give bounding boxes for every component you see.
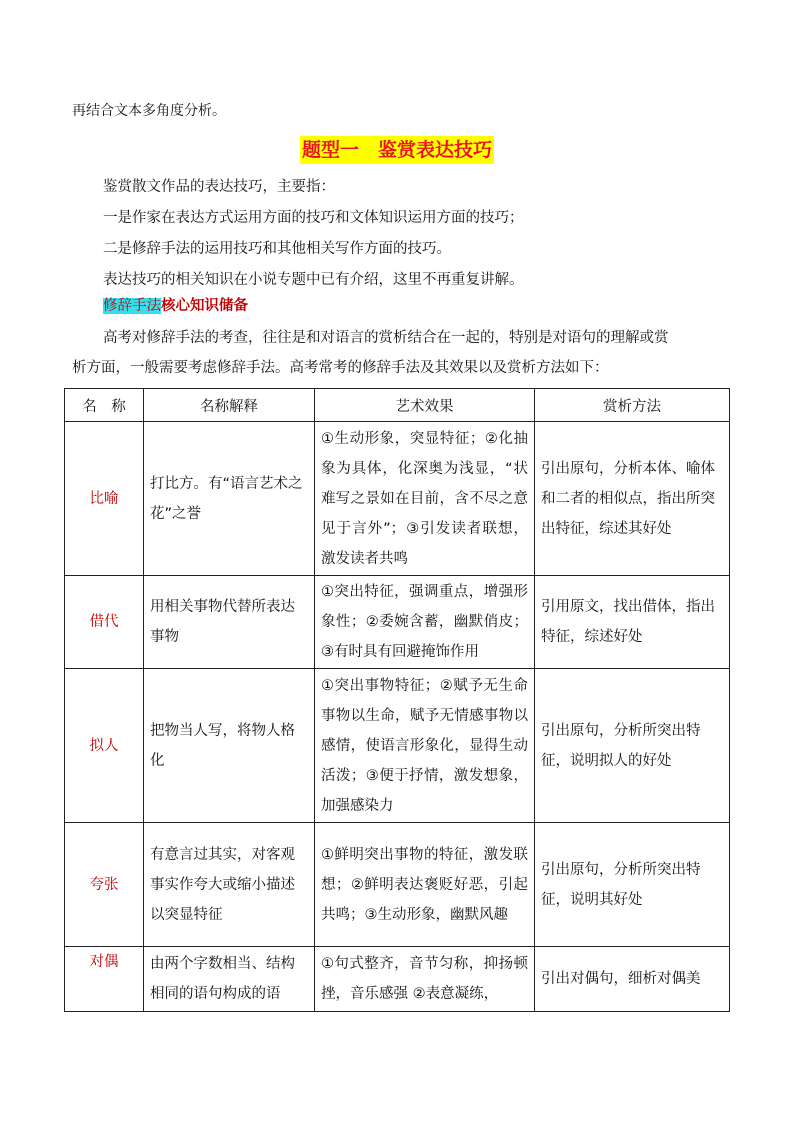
header-name: 名 称 xyxy=(65,389,144,422)
cell-method: 引出原句，分析所突出特征，说明拟人的好处 xyxy=(535,669,730,823)
cell-explanation: 把物当人写，将物人格化 xyxy=(144,669,315,823)
cell-method: 引出原句，分析本体、喻体和二者的相似点，指出所突出特征，综述其好处 xyxy=(535,422,730,576)
lead-text: 再结合文本多角度分析。 xyxy=(72,103,226,119)
table-row xyxy=(65,823,730,947)
section-heading: 题型一 鉴赏表达技巧 xyxy=(300,136,494,164)
cell-effect: ①突出事物特征；②赋予无生命事物以生命，赋予无情感事物以感情，使语言形象化，显得生动活泼；③便于抒情，激发想象，加强感染力 xyxy=(315,669,535,823)
cell-explanation: 由两个字数相当、结构相同的语句构成的语 xyxy=(144,947,315,1012)
section-heading-wrap xyxy=(0,136,794,164)
paragraph-1: 鉴赏散文作品的表达技巧，主要指： xyxy=(103,179,335,195)
cell-explanation: 有意言过其实，对客观事实作夸大或缩小描述以突显特征 xyxy=(144,823,315,947)
table-row xyxy=(65,947,730,1012)
subheading-rest: 核心知识储备 xyxy=(161,298,248,314)
body-line-1: 高考对修辞手法的考查，往往是和对语言的赏析结合在一起的，特别是对语句的理解或赏 xyxy=(103,330,669,346)
cell-name: 对偶 xyxy=(65,947,144,1012)
cell-name: 夸张 xyxy=(65,823,144,947)
cell-method: 引出对偶句，细析对偶美 xyxy=(535,947,730,1012)
table-header-row xyxy=(65,389,730,422)
cell-name: 比喻 xyxy=(65,422,144,576)
cell-name: 借代 xyxy=(65,576,144,669)
header-effect: 艺术效果 xyxy=(315,389,535,422)
paragraph-3: 二是修辞手法的运用技巧和其他相关写作方面的技巧。 xyxy=(103,241,451,257)
cell-effect: ①突出特征，强调重点，增强形象性；②委婉含蓄，幽默俏皮；③有时具有回避掩饰作用 xyxy=(315,576,535,669)
cell-effect: ①鲜明突出事物的特征，激发联想；②鲜明表达褒贬好恶，引起共鸣；③生动形象，幽默风趣 xyxy=(315,823,535,947)
cell-effect: ①句式整齐，音节匀称，抑扬顿挫，音乐感强 ②表意凝练， xyxy=(315,947,535,1012)
cell-effect: ①生动形象，突显特征；②化抽象为具体，化深奥为浅显，“状难写之景如在目前，含不尽之意见于言外”；③引发读者联想，激发读者共鸣 xyxy=(315,422,535,576)
paragraph-4: 表达技巧的相关知识在小说专题中已有介绍，这里不再重复讲解。 xyxy=(103,272,524,288)
cell-name: 拟人 xyxy=(65,669,144,823)
table-row xyxy=(65,576,730,669)
cell-explanation: 用相关事物代替所表达事物 xyxy=(144,576,315,669)
table-row xyxy=(65,669,730,823)
header-explanation: 名称解释 xyxy=(144,389,315,422)
cell-explanation: 打比方。有“语言艺术之花”之誉 xyxy=(144,422,315,576)
cell-method: 引用原文，找出借体，指出特征，综述好处 xyxy=(535,576,730,669)
rhetoric-table xyxy=(64,388,730,1012)
cell-method: 引出原句，分析所突出特征，说明其好处 xyxy=(535,823,730,947)
table-row xyxy=(65,422,730,576)
subheading xyxy=(103,296,248,316)
header-method: 赏析方法 xyxy=(535,389,730,422)
body-line-2: 析方面，一般需要考虑修辞手法。高考常考的修辞手法及其效果以及赏析方法如下： xyxy=(72,360,609,376)
paragraph-2: 一是作家在表达方式运用方面的技巧和文体知识运用方面的技巧； xyxy=(103,210,524,226)
subheading-highlight: 修辞手法 xyxy=(103,298,161,314)
